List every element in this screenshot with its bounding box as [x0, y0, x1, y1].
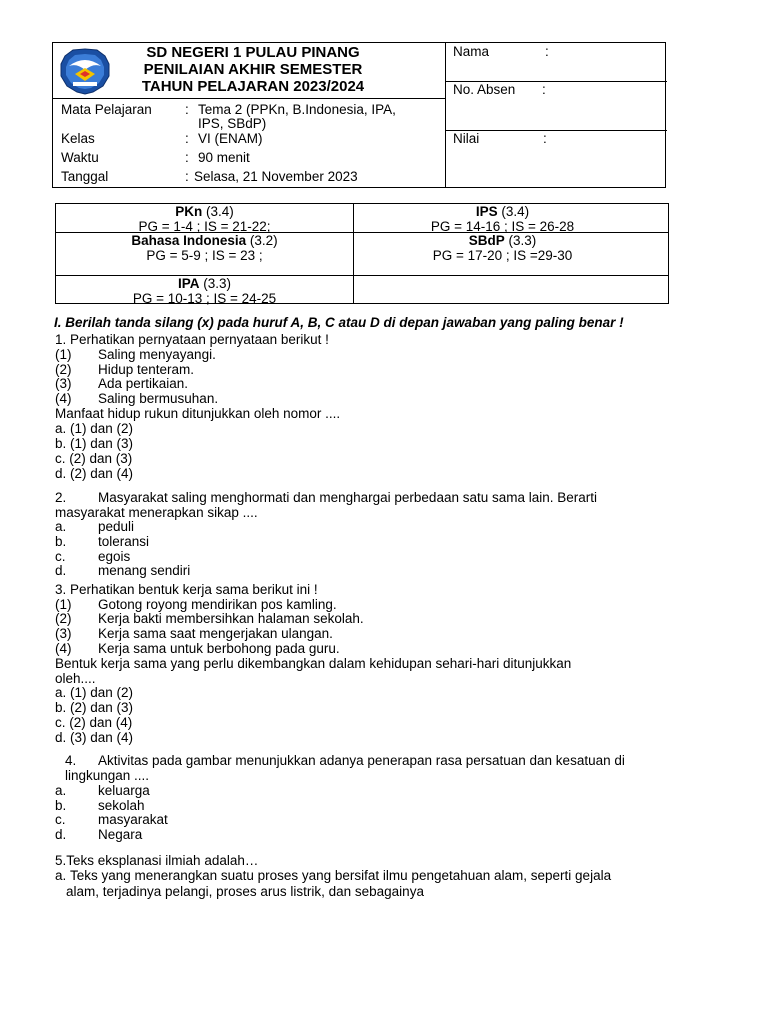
kd-distribution-table — [55, 203, 669, 304]
q3-question-cont: oleh.... — [55, 671, 96, 686]
kd-cell-ips: IPS (3.4) PG = 14-16 ; IS = 26-28 — [430, 204, 575, 234]
q1-item: Hidup tenteram. — [98, 362, 195, 377]
q3-option-c[interactable]: c. (2) dan (4) — [55, 715, 133, 730]
q1-option-b[interactable]: b. (1) dan (3) — [55, 436, 134, 451]
q5-stem: 5.Teks eksplanasi ilmiah adalah… — [55, 853, 259, 868]
q2-option-d[interactable]: menang sendiri — [98, 563, 191, 578]
field-value-class: VI (ENAM) — [198, 131, 263, 146]
q2-number: 2. — [55, 490, 67, 505]
q5-option-a[interactable]: Teks yang menerangkan suatu proses yang bersifat ilmu pengetahuan alam, seperti gejala — [70, 868, 612, 883]
kd-cell-bahasa-indonesia: Bahasa Indonesia (3.2) PG = 5-9 ; IS = 23 ; — [131, 233, 278, 263]
q2-option-b[interactable]: toleransi — [98, 534, 150, 549]
q3-option-d[interactable]: d. (3) dan (4) — [55, 730, 134, 745]
q4-option-a[interactable]: keluarga — [98, 783, 150, 798]
q2-option-a[interactable]: peduli — [98, 519, 135, 534]
q4-option-d[interactable]: Negara — [98, 827, 143, 842]
field-label-name: Nama — [453, 44, 490, 59]
q4-number: 4. — [65, 753, 77, 768]
kd-cell-sbdp: SBdP (3.3) PG = 17-20 ; IS =29-30 — [432, 233, 573, 263]
school-name: SD NEGERI 1 PULAU PINANG — [146, 44, 360, 61]
field-label-score: Nilai — [453, 131, 480, 146]
q3-question: Bentuk kerja sama yang perlu dikembangkan dalam kehidupan sehari-hari ditunjukkan — [55, 656, 572, 671]
q5-option-a-cont[interactable]: alam, terjadinya pelangi, proses arus listrik, dan sebagainya — [66, 884, 424, 899]
field-label-class: Kelas — [61, 131, 95, 146]
field-label-time: Waktu — [61, 150, 99, 165]
q3-option-b[interactable]: b. (2) dan (3) — [55, 700, 134, 715]
q3-item: Kerja sama saat mengerjakan ulangan. — [98, 626, 333, 641]
q1-question: Manfaat hidup rukun ditunjukkan oleh nomor .... — [55, 406, 341, 421]
q3-item: Gotong royong mendirikan pos kamling. — [98, 597, 337, 612]
field-label-subject: Mata Pelajaran — [61, 102, 152, 117]
q3-item: Kerja sama untuk berbohong pada guru. — [98, 641, 340, 656]
q1-stem: 1. Perhatikan pernyataan pernyataan berikut ! — [55, 332, 329, 347]
q1-option-a[interactable]: a. (1) dan (2) — [55, 421, 134, 436]
academic-year: TAHUN PELAJARAN 2023/2024 — [141, 78, 365, 95]
section-instruction: I. Berilah tanda silang (x) pada huruf A, B, C atau D di depan jawaban yang paling benar ! — [54, 315, 624, 330]
field-value-subject: Tema 2 (PPKn, B.Indonesia, IPA, — [198, 102, 396, 117]
q3-item: Kerja bakti membersihkan halaman sekolah. — [98, 611, 364, 626]
q1-option-c[interactable]: c. (2) dan (3) — [55, 451, 133, 466]
q3-option-a[interactable]: a. (1) dan (2) — [55, 685, 134, 700]
q4-stem: Aktivitas pada gambar menunjukkan adanya penerapan rasa persatuan dan kesatuan di — [98, 753, 625, 768]
exam-header-table: SD NEGERI 1 PULAU PINANG PENILAIAN AKHIR SEMESTER TAHUN PELAJARAN 2023/2024 Mata Pelajaran : Tema 2 (PPKn, B.Indonesia, IPA, IPS, SBdP) Kelas : VI (ENAM) Waktu : 90 menit Tanggal : Selasa, 21 November 2023 Nama : No. Absen : Nilai : — [52, 42, 666, 188]
q2-stem-cont: masyarakat menerapkan sikap .... — [55, 505, 258, 520]
q4-stem-cont: lingkungan .... — [65, 768, 150, 783]
field-value-subject-cont: IPS, SBdP) — [198, 116, 267, 131]
q2-option-c[interactable]: egois — [98, 549, 131, 564]
q2-stem: Masyarakat saling menghormati dan menghargai perbedaan satu sama lain. Berarti — [98, 490, 598, 505]
field-label-date: Tanggal — [61, 169, 109, 184]
field-value-date: Selasa, 21 November 2023 — [194, 169, 358, 184]
field-label-absen: No. Absen — [453, 82, 516, 97]
kd-cell-pkn: PKn (3.4) PG = 1-4 ; IS = 21-22; — [138, 204, 271, 234]
kd-cell-ipa: IPA (3.3) PG = 10-13 ; IS = 24-25 — [132, 276, 277, 306]
q1-item: Saling menyayangi. — [98, 347, 216, 362]
field-value-time: 90 menit — [198, 150, 250, 165]
tut-wuri-handayani-logo-icon — [53, 46, 117, 96]
exam-name: PENILAIAN AKHIR SEMESTER — [143, 61, 363, 78]
q4-option-c[interactable]: masyarakat — [98, 812, 168, 827]
q3-stem: 3. Perhatikan bentuk kerja sama berikut ini ! — [55, 582, 318, 597]
q1-option-d[interactable]: d. (2) dan (4) — [55, 466, 134, 481]
q1-item: Saling bermusuhan. — [98, 391, 219, 406]
q1-item: Ada pertikaian. — [98, 376, 189, 391]
q4-option-b[interactable]: sekolah — [98, 798, 145, 813]
